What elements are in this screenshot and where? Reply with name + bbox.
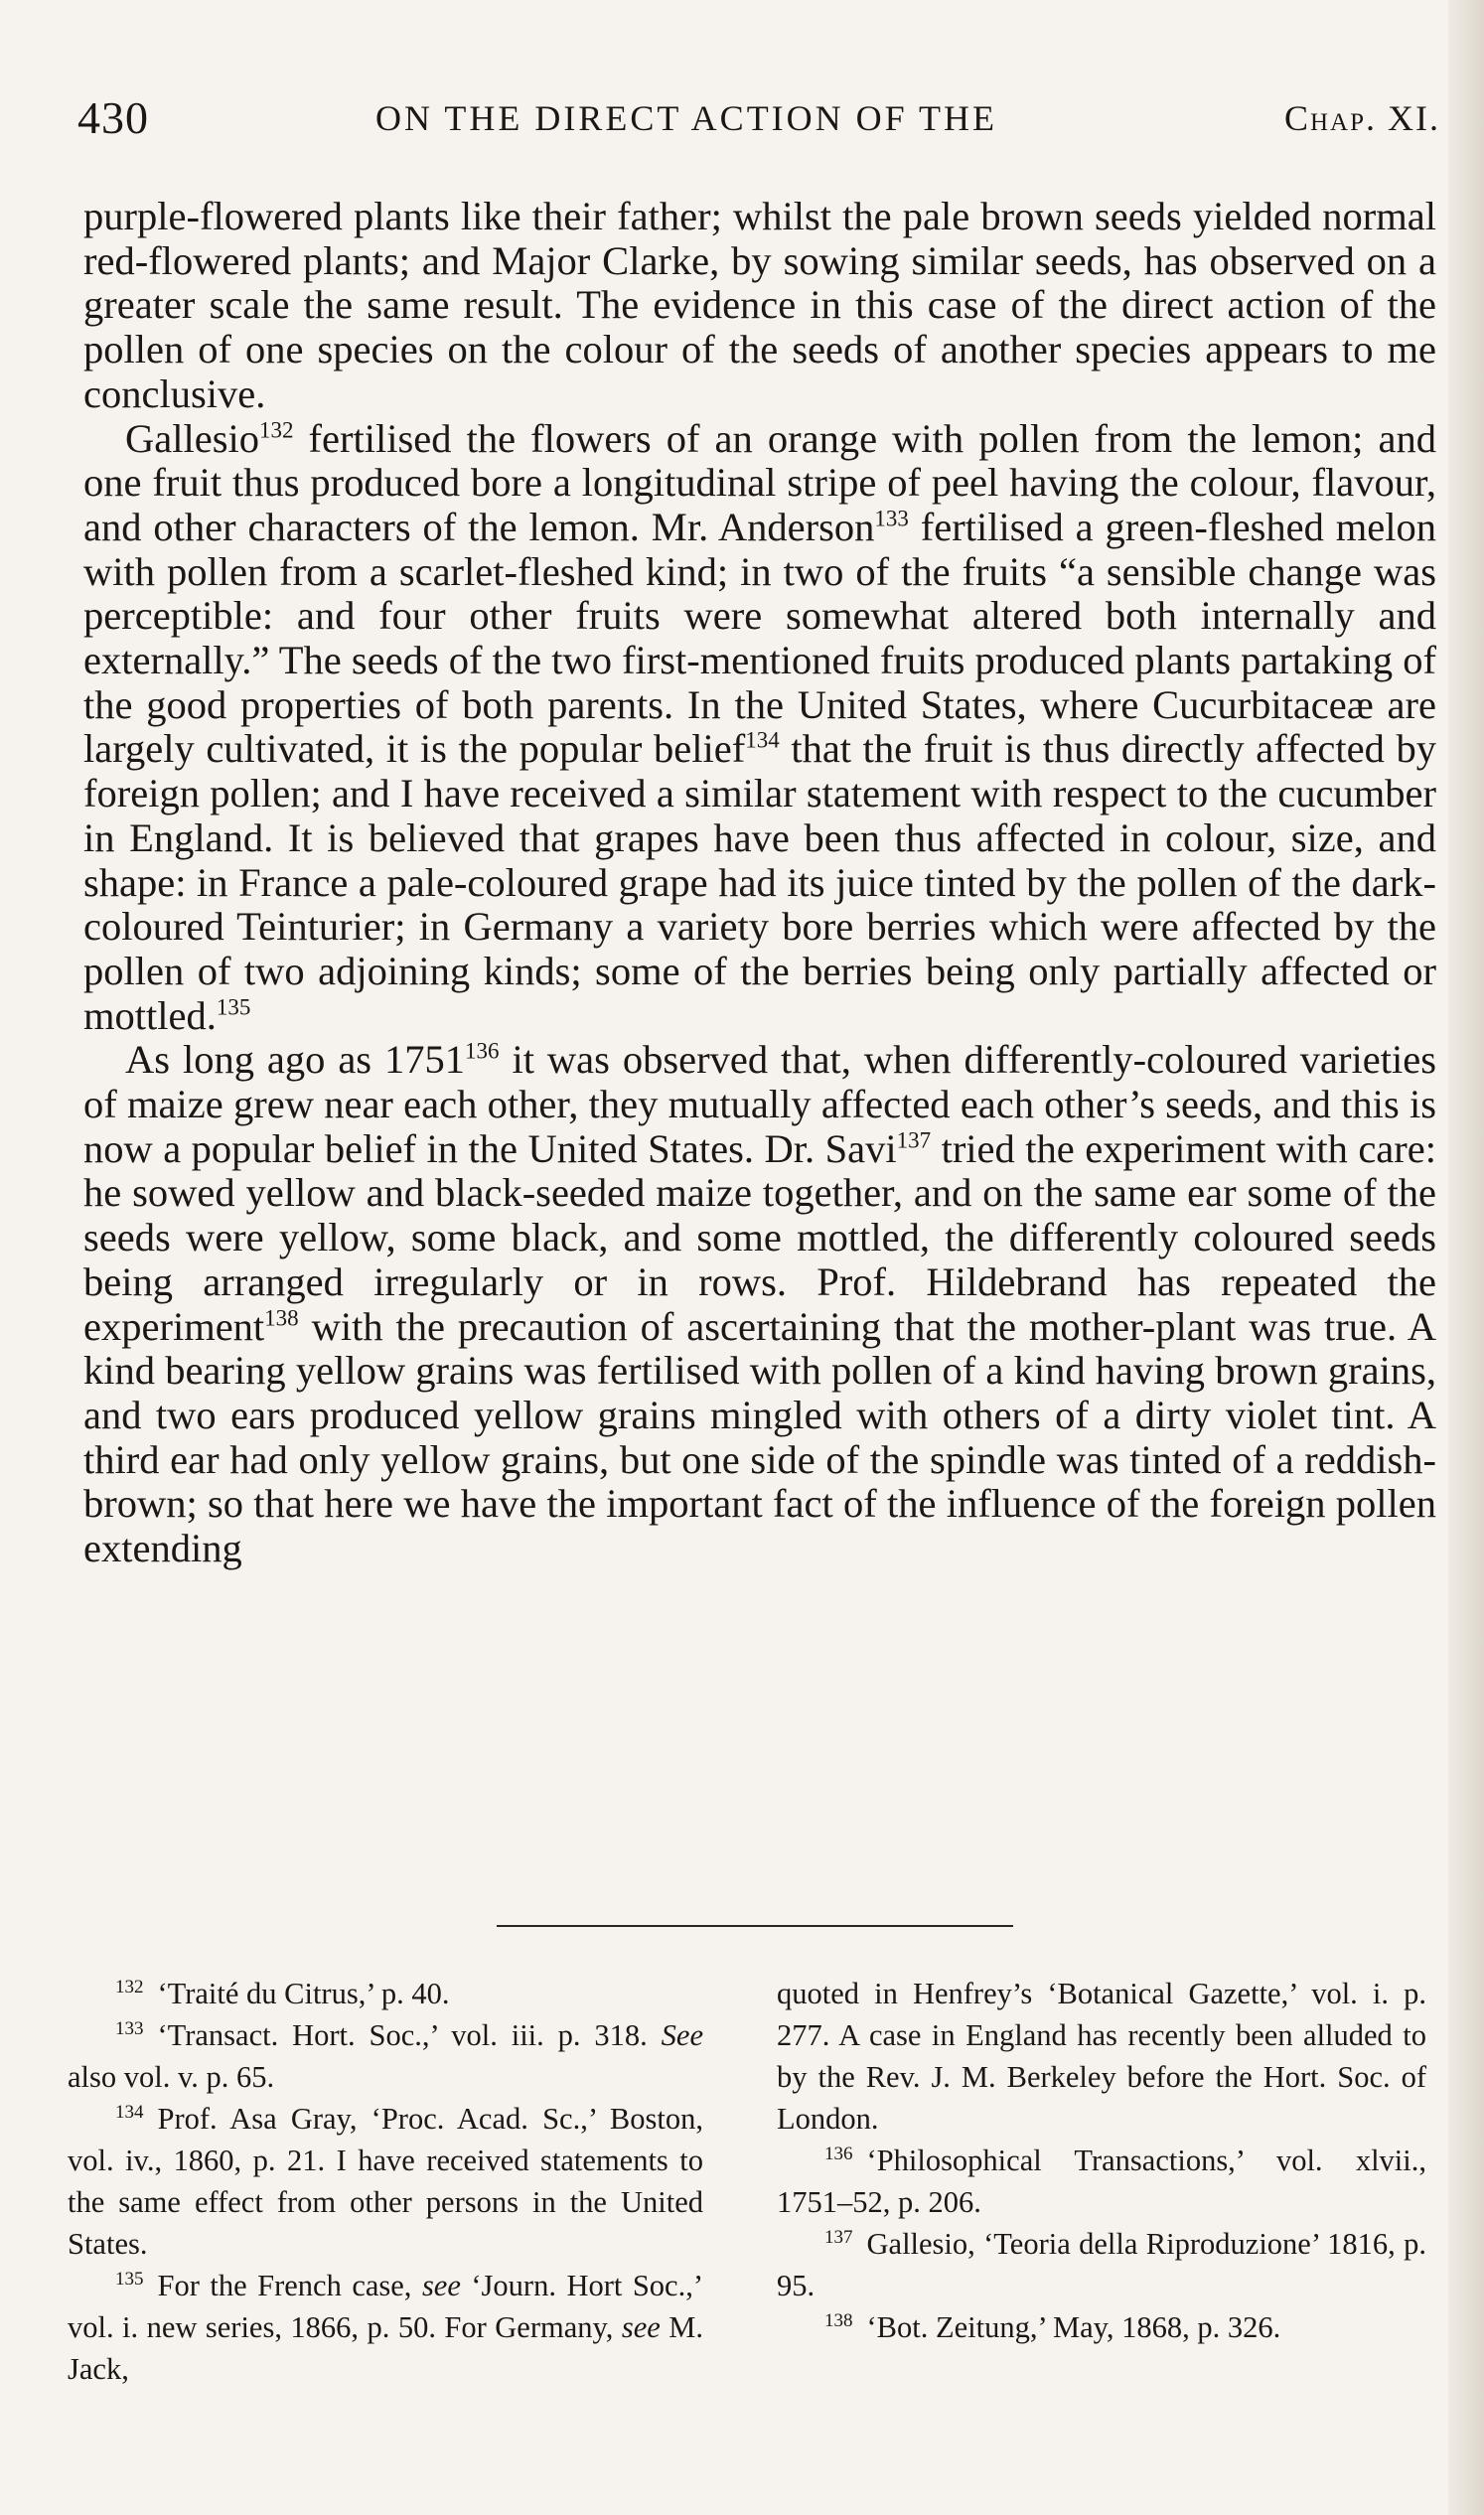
body-text (83, 195, 1436, 1571)
footnote-134: $^{134}$ Prof. Asa Gray, ‘Proc. Acad. Sc.,’ Boston, vol. iv., 1860, p. 21. I have received statements to the same effect from other persons in the United States. (68, 2101, 703, 2261)
footnotes-left-column (68, 1973, 703, 2390)
footnote-135-continued: quoted in Henfrey’s ‘Botanical Gazette,’ vol. i. p. 277. A case in England has recently been alluded to by the Rev. J. M. Berkeley before the Hort. Soc. of London. (777, 1977, 1426, 2136)
footnote-ref-136[interactable]: 136 (465, 1038, 500, 1064)
footnote-ref-134[interactable]: 134 (745, 727, 780, 753)
footnote-135: $^{135}$ For the French case, see ‘Journ. Hort Soc.,’ vol. i. new series, 1866, p. 50. For Germany, see M. Jack, (68, 2268, 704, 2386)
paragraph-2: Gallesio$^{132}$ fertilised the flowers of an orange with pollen from the lemon; and one fruit thus produced bore a longitudinal stripe of peel having the colour, flavour, and other characters of the lemon. Mr. Anderson$^{133}$ fertilised a green-fleshed melon with pollen from a scarlet-fleshed kind; in two of the fruits “a sensible change was perceptible: and four other fruits were somewhat altered both internally and externally.” The seeds of the two first-mentioned fruits produced plants partaking of the good properties of both parents. In the United States, where Cucurbitaceæ are largely cultivated, it is the popular belief$^{134}$ that the fruit is thus directly affected by foreign pollen; and I have received a similar statement with respect to the cucumber in England. It is believed that grapes have been thus affected in colour, size, and shape: in France a pale-coloured grape had its juice tinted by the pollen of the dark-coloured Teinturier; in Germany a variety bore berries which were affected by the pollen of two adjoining kinds; some of the berries being only partially affected or mottled.$^{135}$ (83, 415, 1436, 1038)
footnote-137: $^{137}$ Gallesio, ‘Teoria della Riproduzione’ 1816, p. 95. (777, 2226, 1426, 2302)
footnote-divider (497, 1925, 1013, 1927)
page-header (77, 91, 1440, 151)
footnotes-right-column (777, 1973, 1426, 2348)
running-head: ON THE DIRECT ACTION OF THE (375, 98, 998, 138)
paragraph-3: As long ago as 1751$^{136}$ it was observed that, when differently-coloured varieties of maize grew near each other, they mutually affected each other’s seeds, and this is now a popular belief in the United States. Dr. Savi$^{137}$ tried the experiment with care: he sowed yellow and black-seeded maize together, and on the same ear some of the seeds were yellow, some black, and some mottled, the differently coloured seeds being arranged irregularly or in rows. Prof. Hildebrand has repeated the experiment$^{138}$ with the precaution of ascertaining that the mother-plant was true. A kind bearing yellow grains was fertilised with pollen of a kind having brown grains, and two ears produced yellow grains mingled with others of a dirty violet tint. A third ear had only yellow grains, but one side of the spindle was tinted of a reddish-brown; so that here we have the important fact of the influence of the foreign pollen extending (83, 1037, 1436, 1571)
footnote-133: $^{133}$ ‘Transact. Hort. Soc.,’ vol. iii. p. 318. See also vol. v. p. 65. (68, 2017, 703, 2094)
footnote-ref-137[interactable]: 137 (896, 1127, 932, 1153)
footnote-ref-133[interactable]: 133 (874, 506, 909, 531)
chapter-label: Chap. XI. (1283, 98, 1440, 138)
footnote-ref-132[interactable]: 132 (258, 417, 294, 443)
paragraph-1: purple-flowered plants like their father; whilst the pale brown seeds yielded normal red-flowered plants; and Major Clarke, by sowing similar seeds, has observed on a greater scale the same result. The evidence in this case of the direct action of the pollen of one species on the colour of the seeds of another species appears to me conclusive. (83, 194, 1436, 416)
page-edge-shadow (1448, 0, 1484, 2515)
footnote-ref-138[interactable]: 138 (264, 1305, 299, 1331)
footnote-ref-135[interactable]: 135 (216, 994, 251, 1020)
footnote-138: $^{138}$ ‘Bot. Zeitung,’ May, 1868, p. 326. (824, 2309, 1281, 2344)
page-number: 430 (77, 92, 149, 143)
footnote-136: $^{136}$ ‘Philosophical Transactions,’ vol. xlvii., 1751–52, p. 206. (777, 2143, 1426, 2219)
footnote-132: $^{132}$ ‘Traité du Citrus,’ p. 40. (115, 1976, 450, 2010)
